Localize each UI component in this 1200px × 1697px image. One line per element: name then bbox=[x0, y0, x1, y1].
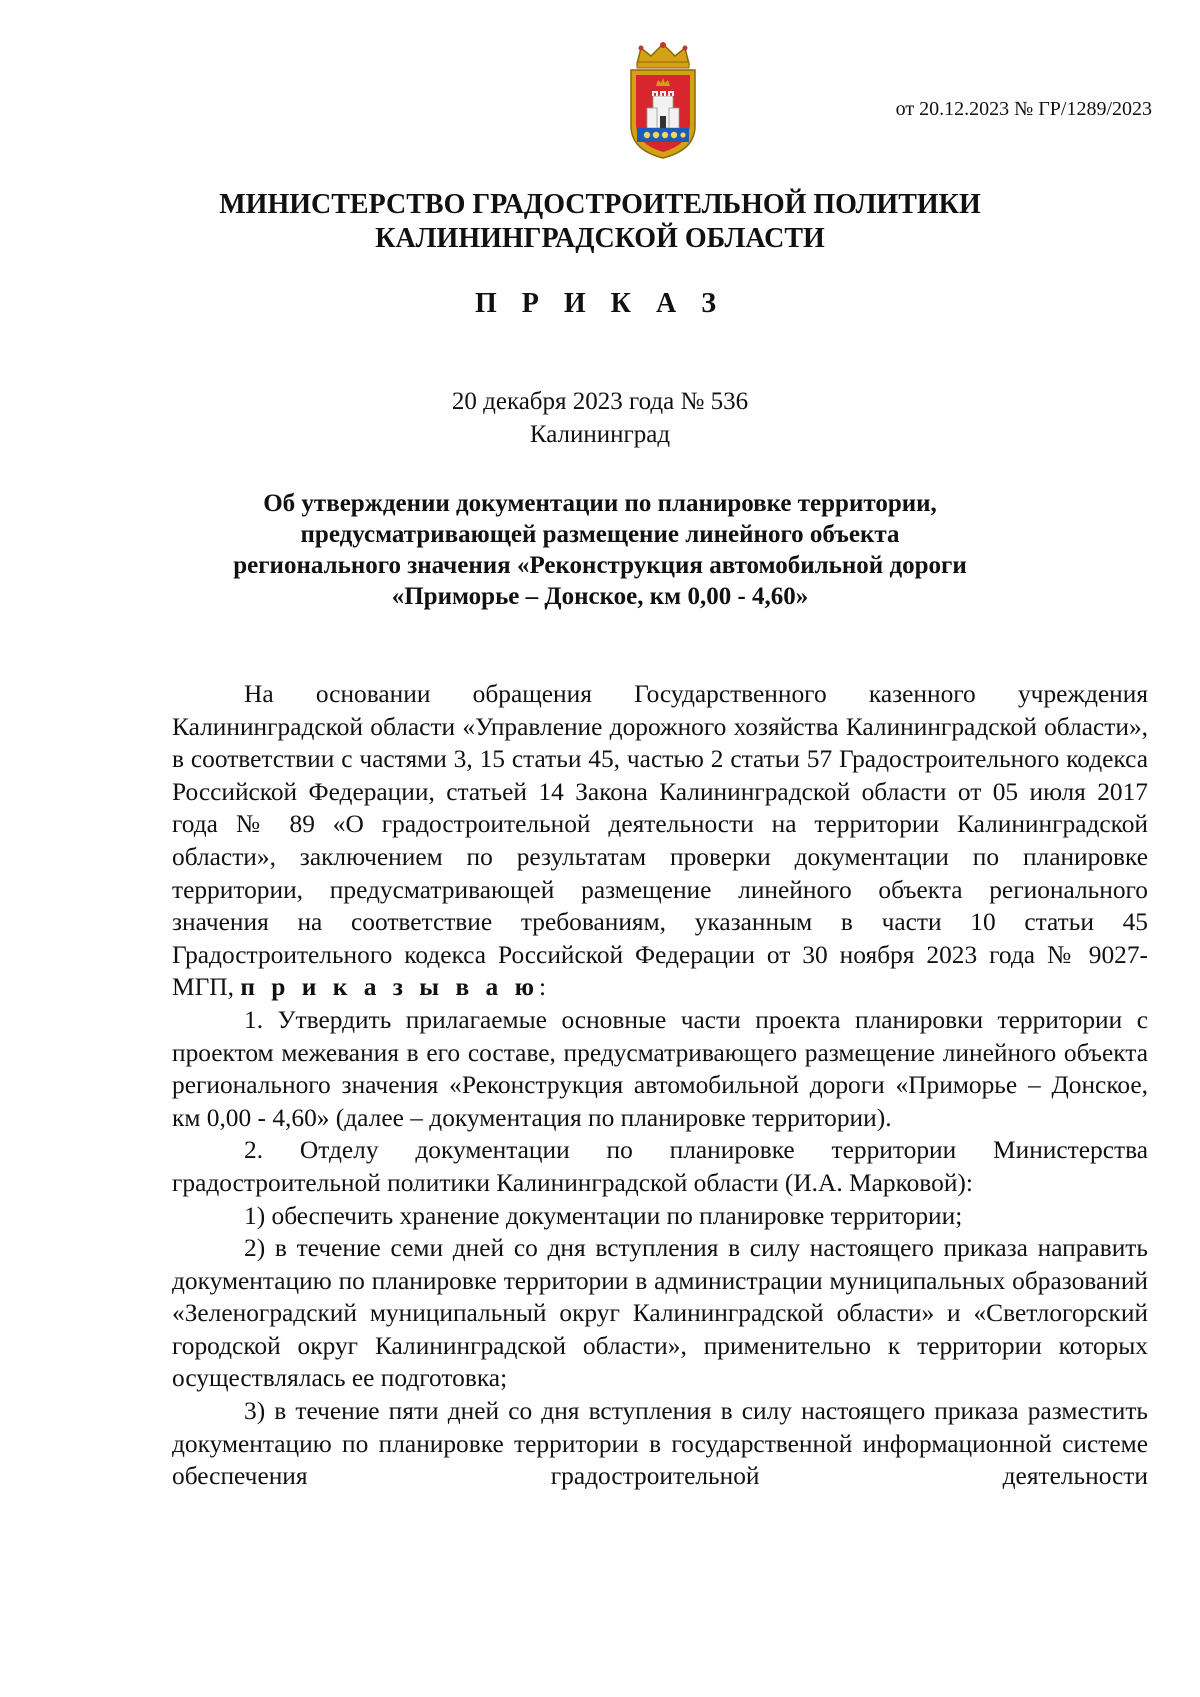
preamble-paragraph bbox=[172, 678, 1148, 1004]
date-and-place bbox=[0, 385, 1200, 451]
ministry-name-line-1: МИНИСТЕРСТВО ГРАДОСТРОИТЕЛЬНОЙ ПОЛИТИКИ bbox=[219, 189, 981, 220]
ministry-name-line-2: КАЛИНИНГРАДСКОЙ ОБЛАСТИ bbox=[375, 223, 825, 254]
order-subject bbox=[0, 488, 1200, 612]
item-2-subitem-3: 3) в течение пяти дней со дня вступления в силу настоящего приказа разместить документацию по планировке территории в государственной информационной системе обеспечения градостроительной деятельности bbox=[172, 1397, 1148, 1491]
command-colon: : bbox=[538, 973, 547, 1002]
order-city: Калининград bbox=[529, 421, 671, 448]
coat-of-arms-icon bbox=[623, 42, 703, 160]
item-1: 1. Утвердить прилагаемые основные части проекта планировки территории с проектом межевания в его составе, предусматривающего размещение линейного объекта регионального значения «Реконструкция автомобильной дороги «Приморье – Донское, км 0,00 - 4,60» (далее – документация по планировке территории). bbox=[172, 1005, 1148, 1132]
order-date-number: 20 декабря 2023 года № 536 bbox=[451, 388, 749, 415]
item-2-subitem-1: 1) обеспечить хранение документации по планировке территории; bbox=[244, 1201, 963, 1230]
command-word: п р и к а з ы в а ю bbox=[240, 973, 539, 1002]
registration-number: от 20.12.2023 № ГР/1289/2023 bbox=[895, 98, 1152, 120]
item-2-subitem-2: 2) в течение семи дней со дня вступления в силу настоящего приказа направить документацию по планировке территории в администрации муниципальных образований «Зеленоградский муниципальный округ Калининградской области» и «Светлогорский городской округ Калининградской области», применительно к территории которых осуществлялась ее подготовка; bbox=[172, 1234, 1148, 1393]
document-type-title: П Р И К А З bbox=[475, 288, 725, 319]
ministry-name bbox=[0, 188, 1200, 256]
preamble-text: На основании обращения Государственного казенного учреждения Калининградской области «Управление дорожного хозяйства Калининградской области», в соответствии с частями 3, 15 статьи 45, частью 2 статьи 57 Градостроительного кодекса Российской Федерации, статьей 14 Закона Калининградской области от 05 июля 2017 года № 89 «О градостроительной деятельности на территории Калининградской области», заключением по результатам проверки документации по планировке территории, предусматривающей размещение линейного объекта регионального значения на соответствие требованиям, указанным в части 10 статьи 45 Градостроительного кодекса Российской Федерации от 30 ноября 2023 года № 9027-МГП, bbox=[172, 680, 1148, 1002]
subject-line-4: «Приморье – Донское, км 0,00 - 4,60» bbox=[391, 583, 809, 610]
item-2: 2. Отделу документации по планировке территории Министерства градостроительной политики Калининградской области (И.А. Марковой): bbox=[172, 1136, 1148, 1197]
order-body bbox=[172, 678, 1148, 1493]
subject-line-1: Об утверждении документации по планировке территории, bbox=[263, 490, 937, 517]
subject-line-2: предусматривающей размещение линейного объекта bbox=[300, 521, 900, 548]
subject-line-3: регионального значения «Реконструкция автомобильной дороги bbox=[233, 552, 967, 579]
